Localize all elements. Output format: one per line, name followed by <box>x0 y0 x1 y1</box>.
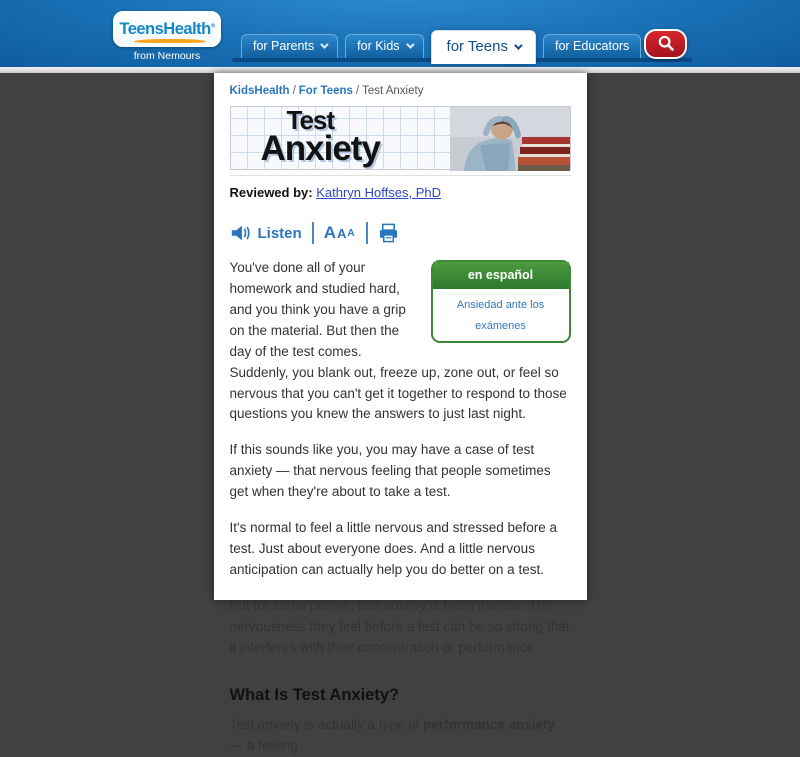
listen-button[interactable] <box>230 223 302 243</box>
tab-for-teens[interactable] <box>431 30 536 64</box>
resize-letter-small: A <box>347 227 356 239</box>
banner-title <box>261 107 380 166</box>
tab-for-educators[interactable] <box>543 34 641 58</box>
en-espanol-title: en español <box>433 262 569 289</box>
breadcrumb-link-for-teens[interactable]: For Teens <box>298 85 353 97</box>
chevron-down-icon <box>320 40 328 48</box>
tab-label: for Parents <box>253 39 315 53</box>
breadcrumb-link-kidshealth[interactable]: KidsHealth <box>229 85 290 97</box>
article-banner-image <box>230 106 571 170</box>
search-button[interactable] <box>644 29 687 59</box>
printer-icon <box>378 223 399 243</box>
print-button[interactable] <box>378 223 399 243</box>
resize-letter-medium: A <box>336 225 348 241</box>
chevron-down-icon <box>406 40 414 48</box>
divider <box>230 175 571 176</box>
toolbar-divider <box>312 222 314 244</box>
logo-subtitle: from Nemours <box>133 50 201 62</box>
reviewed-by-label: Reviewed by: <box>229 185 313 200</box>
article-body <box>230 258 571 757</box>
paragraph: It's normal to feel a little nervous and stressed before a test. Just about everyone does. And a little nervous anticipation can actually help you do better on a test. <box>229 520 558 577</box>
paragraph-partial <box>230 715 571 757</box>
registered-mark: ® <box>210 23 215 29</box>
tab-for-kids[interactable] <box>345 34 423 58</box>
paragraph: You've done all of your homework and studied hard, and you think you have a grip on the material. But then the day of the test comes. Suddenly, you blank out, freeze up, zone out, or feel so nervous that you can't get it together to respond to those questions you knew the answers to just last night. <box>229 260 567 422</box>
spanish-article-link[interactable]: Ansiedad ante los exámenes <box>456 299 545 333</box>
en-espanol-box <box>431 260 571 343</box>
text-run: — a feeling <box>229 738 298 754</box>
article-toolbar <box>230 222 571 244</box>
breadcrumb-separator: / <box>355 85 360 97</box>
text-run: Test anxiety is actually a type of <box>229 717 424 733</box>
logo-badge <box>113 11 221 47</box>
logo-swoosh <box>134 39 206 43</box>
stressed-student-photo <box>450 107 570 171</box>
paragraph: If this sounds like you, you may have a case of test anxiety — that nervous feeling that people sometimes get when they're about to take a test. <box>229 442 551 500</box>
content-column <box>214 73 587 754</box>
text-run-bold: performance anxiety <box>423 717 556 733</box>
logo-title: TeensHealth® <box>119 19 215 38</box>
toolbar-divider <box>366 222 368 244</box>
speaker-icon <box>230 223 252 243</box>
page-background <box>0 73 800 754</box>
text-resize-control[interactable] <box>324 223 356 243</box>
search-icon <box>655 33 677 55</box>
resize-letter-large: A <box>323 223 337 242</box>
paragraph: But for some people, test anxiety is more intense. The nervousness they feel before a test can be so strong that it interferes with their concentration or performance. <box>229 597 570 655</box>
listen-label: Listen <box>257 224 302 242</box>
breadcrumb-separator: / <box>292 85 296 97</box>
primary-nav <box>241 30 641 62</box>
breadcrumb-current: Test Anxiety <box>362 85 424 97</box>
reviewer-link[interactable]: Kathryn Hoffses, PhD <box>316 185 441 200</box>
tab-label: for Educators <box>554 39 630 53</box>
section-heading: What Is Test Anxiety? <box>229 685 400 704</box>
reviewed-by-line <box>230 185 571 200</box>
banner-title-line1: Test <box>286 105 335 135</box>
breadcrumb <box>230 73 571 97</box>
site-logo[interactable] <box>113 11 221 62</box>
tab-for-parents[interactable] <box>241 34 338 58</box>
banner-title-line2: Anxiety <box>260 129 380 168</box>
tab-label: for Kids <box>357 39 400 53</box>
chevron-down-icon <box>514 41 522 49</box>
site-header <box>0 0 800 67</box>
tab-label: for Teens <box>446 38 508 55</box>
